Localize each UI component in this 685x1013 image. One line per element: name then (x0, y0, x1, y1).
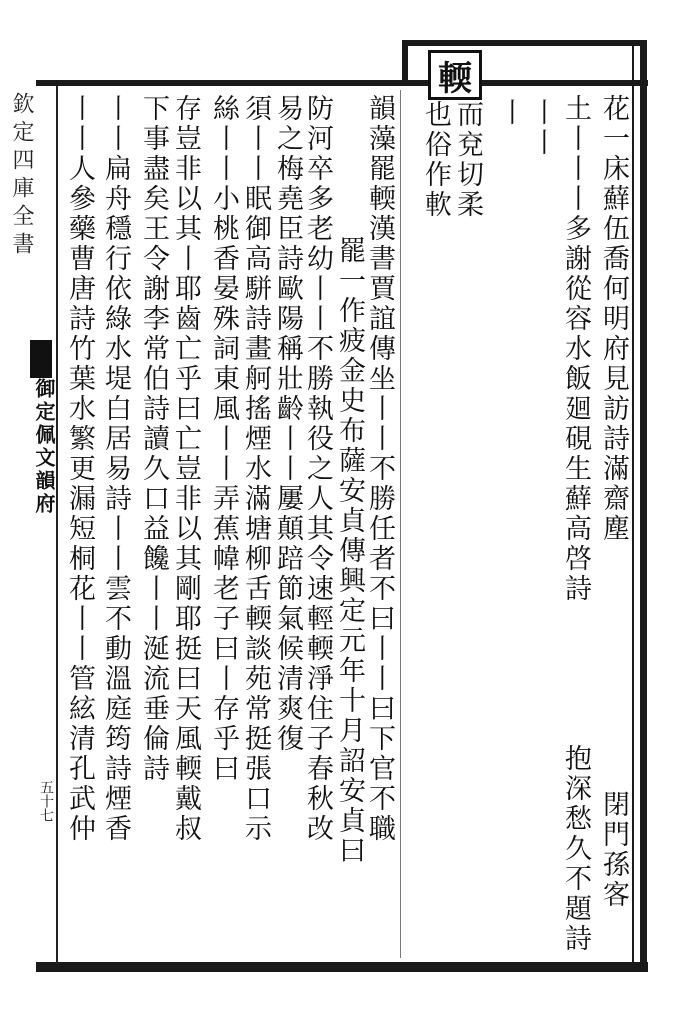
text-column-7: 而兗切柔 (452, 100, 483, 220)
library-title: 欽定四庫全書 (9, 92, 34, 260)
frame-right-rule (640, 40, 647, 970)
text-column-1: 花一床蘚伍喬何明府見訪詩滿齋塵 (598, 94, 629, 544)
book-title: 御定佩文韻府 (32, 378, 56, 516)
text-column-9: 韻藻罷輭漢書賈誼傳坐丨丨不勝任者不曰丨丨曰下官不職 (364, 94, 395, 844)
text-column-11: 防河卒多老幼丨丨不勝執役之人其令速輕輭淨住子春秋改 (302, 94, 333, 844)
text-column-18: 丨丨人參藥曹唐詩竹葉水繁更漏短桐花丨丨管絃清孔武仲 (64, 94, 95, 844)
page-number: 五十七 (38, 780, 54, 822)
text-column-4: 抱深愁久不題詩 (560, 744, 591, 954)
text-column-10: 罷一作疲金史布薩安貞傳興定元年十月詔安貞曰 (334, 236, 365, 866)
text-column-6: 丨 (494, 98, 525, 128)
text-column-13: 須丨丨眠御高駢詩畫舸搖煙水滿塘柳舌輭談苑常挺張口示 (240, 94, 271, 844)
text-column-5: 丨丨 (526, 98, 557, 158)
text-column-17: 丨丨扁舟穩行依綠水堤白居易詩丨丨雲不動溫庭筠詩煙香 (100, 94, 131, 844)
text-column-2: 土丨丨丨多謝從容水飯廻硯生蘚高啓詩 (560, 94, 591, 604)
frame-top-step (402, 40, 647, 46)
frame-bottom-rule (36, 962, 648, 972)
text-column-14: 絲丨丨小桃香晏殊詞東風丨丨弄蕉幃老子曰丨存乎曰 (208, 94, 239, 784)
text-column-8: 也俗作軟 (420, 100, 451, 220)
text-column-12: 易之梅堯臣詩歐陽稱壯齡丨丨屢顛踣節氣候清爽復 (272, 94, 303, 754)
column-divider (400, 90, 401, 958)
frame-top-rule (36, 80, 648, 86)
text-column-15: 存豈非以其丨耶齒亡乎曰亡豈非以其剛耶挺曰天風輭戴叔 (170, 94, 201, 844)
headword-box: 輭 (428, 50, 482, 100)
text-column-16: 下事盡矣王令謝李常伯詩讀久口益饞丨丨涎流垂倫詩 (138, 94, 169, 784)
text-column-3: 閉門孫客 (598, 790, 629, 910)
margin-rule (56, 86, 58, 964)
fishtail-mark (30, 340, 52, 378)
frame-right-inner-rule (632, 42, 634, 967)
